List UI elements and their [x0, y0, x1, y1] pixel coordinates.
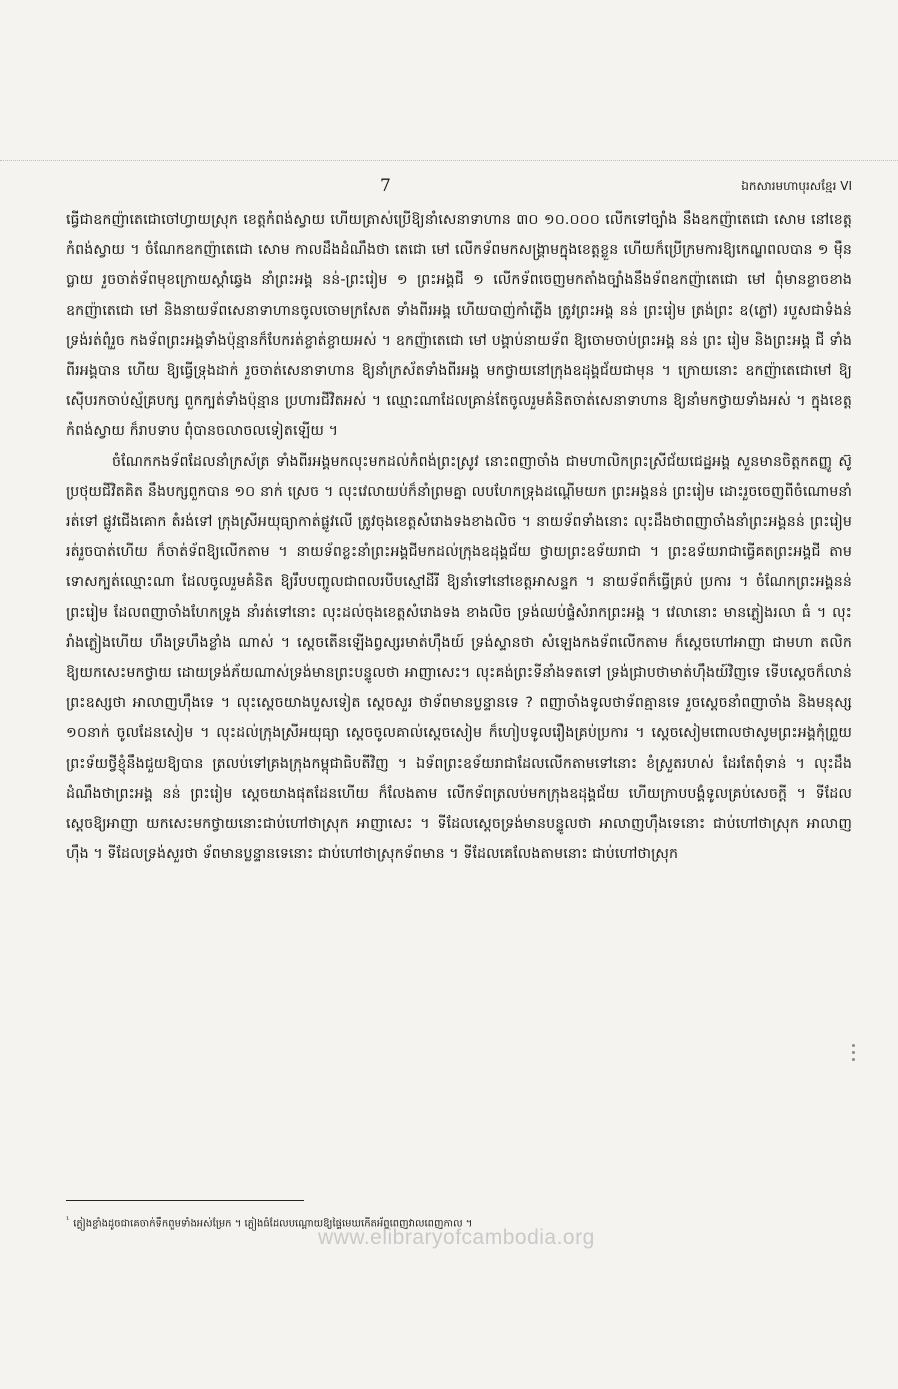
footnote-marker: ¹ — [66, 1215, 70, 1224]
margin-scan-marks — [846, 1040, 866, 1080]
footnote-rule — [66, 1200, 304, 1201]
running-title: ឯកសារមហាបុរសខ្មែរ VI — [741, 179, 852, 193]
page-header — [0, 176, 898, 200]
footnote-text: ភ្លៀងខ្លាំងដូចជាគេចាក់ទឹកពួមទាំងអស់ម្រែក ។ ភ្លៀងធំដែលបណ្តោយឱ្យផ្ទៃមេឃកើតអ័ព្ទពេញវាលពេញកាល ។ — [73, 1218, 473, 1230]
page-number: 7 — [380, 176, 391, 196]
paragraph-2: ចំណែកកងទ័ពដែលនាំក្រស័ត្រ ទាំងពីរអង្គមកលុះមកដល់កំពង់ព្រះស្រូវ នោះពញាចាំង ជាមហាលិកព្រះស្រីជ័យជេដ្ឋអង្គ សួនមានចិត្តកតញ្ញូ ស៊ូប្រថុយជីវិតគិត នឹងបក្សពួកបាន ១០ នាក់ ស្រេច ។ លុះវេលាយប់ក៏នាំព្រមគ្នា លបហែកទ្រុងដណ្តើមយក ព្រះអង្គនន់ ព្រះរៀម ដោះរួចចេញពីចំណោមនាំរត់ទៅ ផ្លូវជើងគោក តំរង់ទៅ ក្រុងស្រីអយុធ្យាកាត់ផ្លូវលើ ត្រូវចុងខេត្តសំរោងទងខាងលិច ។ នាយទ័ពទាំងនោះ លុះដឹងថាពញាចាំងនាំព្រះអង្គនន់ ព្រះរៀម រត់រួចបាត់ហើយ ក៏ចាត់ទ័ពឱ្យលើកតាម ។ នាយទ័ពខ្លះនាំព្រះអង្គជីមកដល់ក្រុងឧដុង្គជ័យ ថ្វាយព្រះឧទ័យរាជា ។ ព្រះឧទ័យរាជាធ្វើគតព្រះអង្គជី តាមទោសក្បត់ឈ្មោះណា ដែលចូលរួមគំនិត ឱ្យរឹបបញ្ចូលជាពលរបីបស្មៅដីរី ឱ្យនាំទៅនៅខេត្តអាសន្ទក ។ នាយទ័ពក៏ធ្វើគ្រប់ ប្រការ ។ ចំណែកព្រះអង្គនន់ ព្រះរៀម ដែលពញាចាំងហែកទ្រូង នាំរត់ទៅនោះ លុះដល់ចុងខេត្តសំរោងទង ខាងលិច ទ្រង់ឈប់ផ្ទំសំរាកព្រះអង្គ ។ វេលានោះ មានភ្លៀងរលា ធំ ។ លុះរាំងភ្លៀងហើយ ហឹងទ្រហឹងខ្លាំង ណាស់ ។ ស្តេចតើនឡើងព្វស្សរមាត់ហ៊ឹងយ៍ ទ្រង់ស្ទានថា សំឡេងកងទ័ពលើកតាម ក៏ស្តេចហៅអាញា ជាមហា តលិក ឱ្យយកសេះមកថ្វាយ ដោយទ្រង់ភ័យណាស់ទ្រង់មានព្រះបន្ទូលថា អាញាសេះ។ លុះគង់ព្រះទីនាំងទតទៅ ទ្រង់ជ្រាបថាមាត់ហ៊ឹងយ៍វិញទេ ទើបស្តេចក៏លាន់ព្រះឧស្សថា អាលាញហ៊ឹងទេ ។ លុះស្តេចយាងបួសទៀត ស្តេចសួរ ថាទ័ពមានប្លន្ទានទេ ? ពញាចាំងទូលថាទ័ពគ្មានទេ រួចស្តេចនាំពញាចាំង និងមនុស្ស ១០នាក់ ចូលដែនសៀម ។ លុះដល់ក្រុងស្រីអយុធ្យា ស្តេចចូលគាល់ស្តេចសៀម ក៏ហៀបទូលរឿងគ្រប់ប្រការ ។ ស្តេចសៀមពោលថាសូមព្រះអង្គកុំព្រួយព្រះទ័យថ្វីខ្ញុំនឹងជួយឱ្យបាន ត្រលប់ទៅគ្រងក្រុងកម្ពុជាធិបតីវិញ ។ ឯទ័ពព្រះឧទ័យរាជាដែលលើកតាមទៅនោះ ខំស្រួតរហស់ ដែរតែពុំទាន់ ។ លុះដឹងដំណឹងថាព្រះអង្គ នន់ ព្រះរៀម ស្តេចយាងផុតដែនហើយ ក៏លែងតាម លើកទ័ពត្រលប់មកក្រុងឧដុង្គជ័យ ហើយក្រាបបង្គំទូលគ្រប់សេចក្តី ។ ទីដែលស្តេចឱ្យអាញា យកសេះមកថ្វាយនោះជាប់ហៅថាស្រុក អាញាសេះ ។ ទីដែលស្តេចទ្រង់មានបន្ទូលថា អាលាញហ៊ឹងទេនោះ ជាប់ហៅថាស្រុក អាលាញហ៊ឹង ។ ទីដែលទ្រង់សួរថា ទ័ពមានប្លន្ទានទេនោះ ជាប់ហៅថាស្រុកទ័ពមាន ។ ទីដែលគេលែងតាមនោះ ជាប់ហៅថាស្រុក — [66, 453, 852, 863]
watermark: www.elibraryofcambodia.org — [318, 1226, 595, 1249]
main-text — [66, 205, 852, 1205]
paragraph-1: ធ្វើជាឧកញ៉ាតេជោចៅហ្វាយស្រុក ខេត្តកំពង់ស្វាយ ហើយត្រាស់ប្រើឱ្យនាំសេនាទាហាន ៣០ ១០.០០០ លើកទៅច្បាំង នឹងឧកញ៉ាតេជោ សោម នៅខេត្តកំពង់ស្វាយ ។ ចំណែកឧកញ៉ាតេជោ សោម កាលដឹងដំណឹងថា តេជោ មៅ លើកទ័ពមកសង្គ្រាមក្នុងខេត្តខ្លួន ហើយក៏ប្រើក្រមការឱ្យកេណ្ឌពលបាន ១ ម៉ឺនប្លាយ រួចចាត់ទ័ពមុខក្រោយស្តាំឆ្វេង នាំព្រះអង្គ នន់-ព្រះរៀម ១ ព្រះអង្គជី ១ លើកទ័ពចេញមកតាំងច្បាំងនឹងទ័ពឧកញ៉ាតេជោ មៅ ពុំមានខ្លាចខាងឧកញ៉ាតេជោ មៅ និងនាយទ័ពសេនាទាហានចូលចោមក្រសែត ទាំងពីរអង្គ ហើយបាញ់កាំភ្លើង ត្រូវព្រះអង្គ នន់ ព្រះរៀម ត្រង់ព្រះ ឧ(ភ្លៅ) របួសជាទំងន់ ទ្រង់រត់ពុំរួច កងទ័ពព្រះអង្គទាំងប៉ុន្មានក៏បែករត់ខ្ចាត់ខ្ចាយអស់ ។ ឧកញ៉ាតេជោ មៅ បង្គាប់នាយទ័ព ឱ្យចោមចាប់ព្រះអង្គ នន់ ព្រះ រៀម និងព្រះអង្គ ជី ទាំងពីរអង្គបាន ហើយ ឱ្យធ្វើទ្រុងដាក់ រួចចាត់សេនាទាហាន ឱ្យនាំក្រស័តទាំងពីរអង្គ មកថ្វាយនៅក្រុងឧដុង្គជ័យជាមុន ។ ក្រោយនោះ ឧកញ៉ាតេជោមៅ ឱ្យស៊ើបរកចាប់ស្ម័គ្របក្ស ពួកក្បត់ទាំងប៉ុន្មាន ប្រហារជីវិតអស់ ។ ឈ្មោះណាដែលគ្រាន់តែចូលរួមគំនិតចាត់សេនាទាហាន ឱ្យនាំមកថ្វាយទាំងអស់ ។ ក្នុងខេត្តកំពង់ស្វាយ ក៏រាបទាប ពុំបានចលាចលទៀតឡើយ ។ — [66, 212, 852, 440]
scan-edge-line — [0, 160, 898, 161]
